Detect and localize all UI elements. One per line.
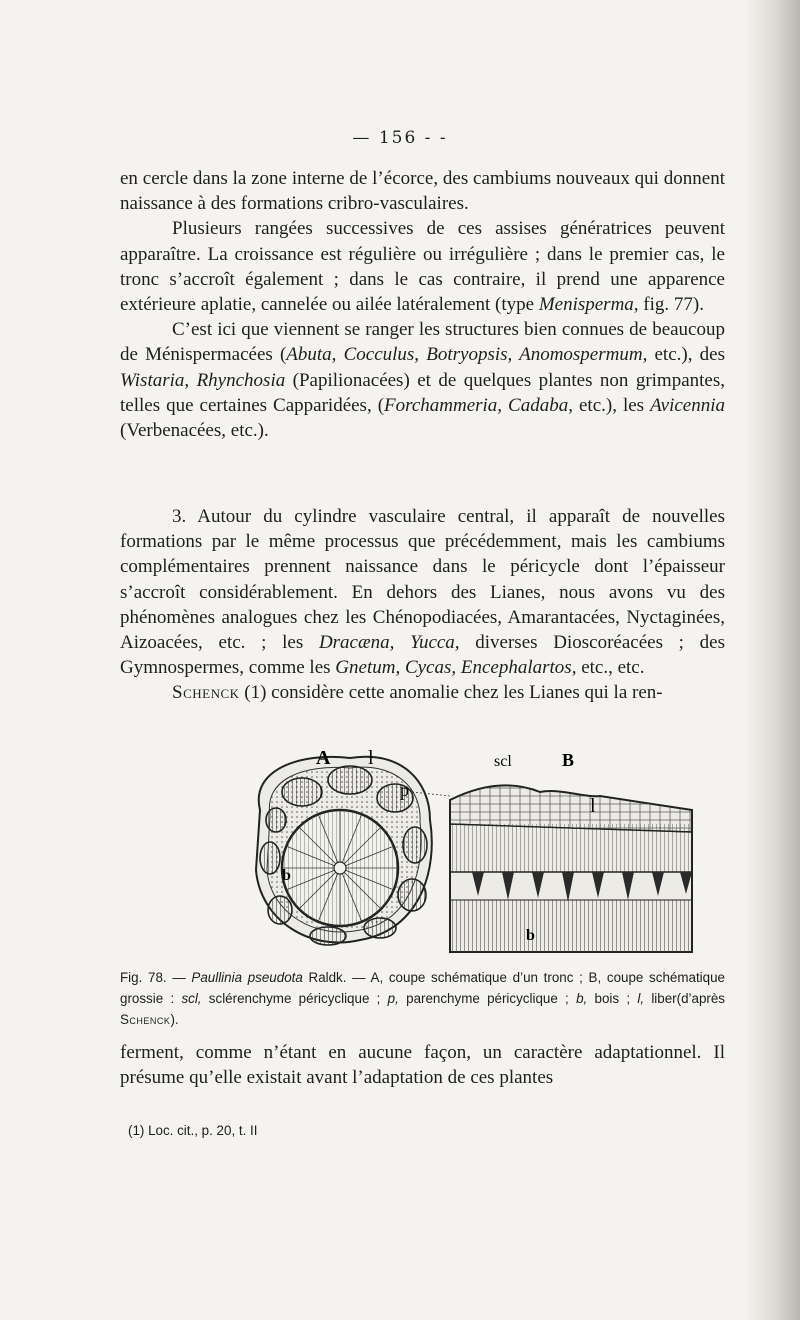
paragraph-structures: C’est ici que viennent se ranger les structures bien connues de beaucoup de Ménispermacées (Abuta, Cocculus, Botryopsis, Anomospermum, etc.), des Wistaria, Rhynchosia (Papilionacées) et de quelques plantes non grimpantes, telles que certaines Capparidées, (Forchammeria, Cadaba, etc.), les Avicennia (Verbenacées, etc.). <box>120 319 725 442</box>
figure-caption: Fig. 78. — Paullinia pseudota Raldk. — A, coupe schématique d’un tronc ; B, coupe schématique grossie : scl, sclérenchyme péricyclique ; p, parenchyme péricyclique ; b, bois ; l, liber(d’après Schenck). <box>120 970 726 1027</box>
paragraph-cambium: en cercle dans la zone interne de l’écorce, des cambiums nouveaux qui donnent naissance à des formations cribro-vasculaires. <box>120 168 725 215</box>
text-block-middle <box>120 504 725 706</box>
figure-label-scl: scl <box>494 753 512 770</box>
figure-label-l-b: l <box>590 795 596 817</box>
figure-label-a: A <box>316 747 331 769</box>
paragraph-closing: ferment, comme n’étant en aucune façon, un caractère adaptationnel. Il présume qu’elle existait avant l’adaptation de ces plantes <box>120 1042 725 1089</box>
page-edge-shadow <box>745 0 800 1320</box>
paragraph-schenck: Schenck (1) considère cette anomalie chez les Lianes qui la ren- <box>172 682 663 704</box>
footnote: (1) Loc. cit., p. 20, t. II <box>128 1123 258 1138</box>
figure-label-l-a: l <box>368 747 374 769</box>
paragraph-pericycle: 3. Autour du cylindre vasculaire central, il apparaît de nouvelles formations par le même processus que précédemment, mais les cambiums complémentaires prennent naissance dans le péricycle dont l’épaisseur s’accroît considérablement. En dehors des Lianes, nous avons vu des phénomènes analogues chez les Chénopodiacées, Amarantacées, Nyctaginées, Aizoacées, etc. ; les Dracæna, Yucca, diverses Dioscoréacées ; des Gymnospermes, comme les Gnetum, Cycas, Encephalartos, etc., etc. <box>120 506 725 679</box>
figure-label-b-wood-b: b <box>526 927 535 944</box>
page-number: — 156 - - <box>352 128 448 148</box>
cross-section-b <box>450 785 692 952</box>
figure-label-b-wood-a: b <box>282 867 291 884</box>
text-block-upper <box>120 166 725 443</box>
text-block-lower <box>120 1040 725 1090</box>
paragraph-croissance: Plusieurs rangées successives de ces assises génératrices peuvent apparaître. La croissance est régulière ou irrégulière ; dans le premier cas, le tronc s’accroît également ; dans le cas contraire, il prend une apparence extérieure aplatie, cannelée ou ailée latéralement (type Menisperma, fig. 77). <box>120 218 725 316</box>
figure-label-p: p <box>400 780 409 800</box>
figure-label-b-diagram: B <box>562 750 575 770</box>
figure-78-illustration <box>240 740 730 970</box>
